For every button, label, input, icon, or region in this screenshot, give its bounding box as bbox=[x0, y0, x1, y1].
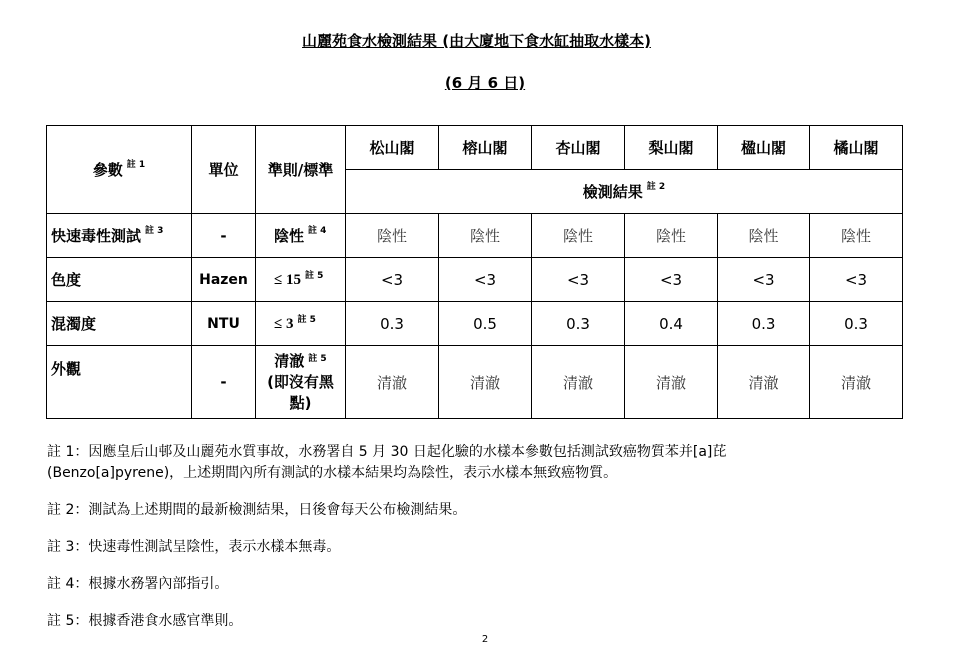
row-unit: - bbox=[192, 346, 256, 419]
result-cell: 陰性 bbox=[532, 214, 625, 258]
footnote: 註 4：根據水務署內部指引。 bbox=[47, 576, 229, 592]
note-ref: 註 4 bbox=[308, 226, 327, 236]
page-subtitle: (6 月 6 日) bbox=[444, 74, 526, 92]
row-unit: NTU bbox=[192, 302, 256, 346]
note-ref: 註 5 bbox=[304, 271, 324, 281]
header-location: 榕山閣 bbox=[439, 126, 532, 170]
header-param: 參數 $^{註 1}$ bbox=[47, 126, 192, 214]
result-cell: <3 bbox=[439, 258, 532, 302]
row-standard: ≤ 3 $^{註 5}$ bbox=[256, 302, 346, 346]
result-cell: 陰性 bbox=[439, 214, 532, 258]
results-table bbox=[46, 125, 903, 419]
row-standard: ≤ 15 $^{註 5}$ bbox=[256, 258, 346, 302]
table-row bbox=[47, 346, 903, 419]
result-cell: 0.3 bbox=[532, 302, 625, 346]
result-cell: 陰性 bbox=[718, 214, 810, 258]
header-location: 杏山閣 bbox=[532, 126, 625, 170]
result-cell: <3 bbox=[625, 258, 718, 302]
header-location: 楹山閣 bbox=[718, 126, 810, 170]
table-row bbox=[47, 302, 903, 346]
result-cell: 清澈 bbox=[718, 346, 810, 419]
result-cell: 清澈 bbox=[346, 346, 439, 419]
footnote: 註 3：快速毒性測試呈陰性，表示水樣本無毒。 bbox=[47, 539, 341, 555]
page-number: 2 bbox=[481, 634, 489, 645]
table-row bbox=[47, 258, 903, 302]
result-cell: 清澈 bbox=[532, 346, 625, 419]
row-standard: 陰性 $^{註 4}$ bbox=[256, 214, 346, 258]
row-param: 色度 bbox=[47, 258, 192, 302]
header-results: 檢測結果 $^{註 2}$ bbox=[346, 170, 903, 214]
row-unit: - bbox=[192, 214, 256, 258]
note-ref: 註 3 bbox=[145, 226, 164, 236]
result-cell: <3 bbox=[810, 258, 903, 302]
result-cell: 0.3 bbox=[346, 302, 439, 346]
result-cell: 0.3 bbox=[810, 302, 903, 346]
result-cell: 清澈 bbox=[810, 346, 903, 419]
result-cell: 清澈 bbox=[439, 346, 532, 419]
row-param: 外觀 bbox=[47, 346, 192, 419]
result-cell: 0.5 bbox=[439, 302, 532, 346]
result-cell: <3 bbox=[346, 258, 439, 302]
note-ref: 註 2 bbox=[646, 182, 666, 192]
header-unit: 單位 bbox=[192, 126, 256, 214]
footnote: 註 5：根據香港食水感官準則。 bbox=[47, 613, 243, 629]
result-cell: 陰性 bbox=[625, 214, 718, 258]
result-cell: 0.3 bbox=[718, 302, 810, 346]
result-cell: 陰性 bbox=[346, 214, 439, 258]
row-param: 快速毒性測試 $^{註 3}$ bbox=[47, 214, 192, 258]
row-param: 混濁度 bbox=[47, 302, 192, 346]
row-standard: 清澈 $^{註 5}$ (即沒有黑 點) bbox=[256, 346, 346, 419]
result-cell: 清澈 bbox=[625, 346, 718, 419]
header-standard: 準則/標準 bbox=[256, 126, 346, 214]
result-cell: 陰性 bbox=[810, 214, 903, 258]
row-unit: Hazen bbox=[192, 258, 256, 302]
header-location: 梨山閣 bbox=[625, 126, 718, 170]
header-location: 松山閣 bbox=[346, 126, 439, 170]
note-ref: 註 5 bbox=[308, 353, 327, 364]
header-location: 橘山閣 bbox=[810, 126, 903, 170]
note-ref: 註 5 bbox=[297, 315, 316, 325]
footnote: 註 2：測試為上述期間的最新檢測結果，日後會每天公布檢測結果。 bbox=[47, 502, 467, 518]
result-cell: 0.4 bbox=[625, 302, 718, 346]
footnote: (Benzo[a]pyrene)，上述期間內所有測試的水樣本結果均為陰性，表示水樣本無致癌物質。 bbox=[47, 465, 618, 481]
result-cell: <3 bbox=[718, 258, 810, 302]
footnote: 註 1：因應皇后山邨及山麗苑水質事故，水務署自 5 月 30 日起化驗的水樣本參數包括測試致癌物質苯并[a]芘 bbox=[47, 444, 727, 460]
page-title: 山麗苑食水檢測結果 (由大廈地下食水缸抽取水樣本) bbox=[302, 32, 651, 50]
note-ref: 註 1 bbox=[126, 160, 146, 170]
table-row bbox=[47, 214, 903, 258]
result-cell: <3 bbox=[532, 258, 625, 302]
